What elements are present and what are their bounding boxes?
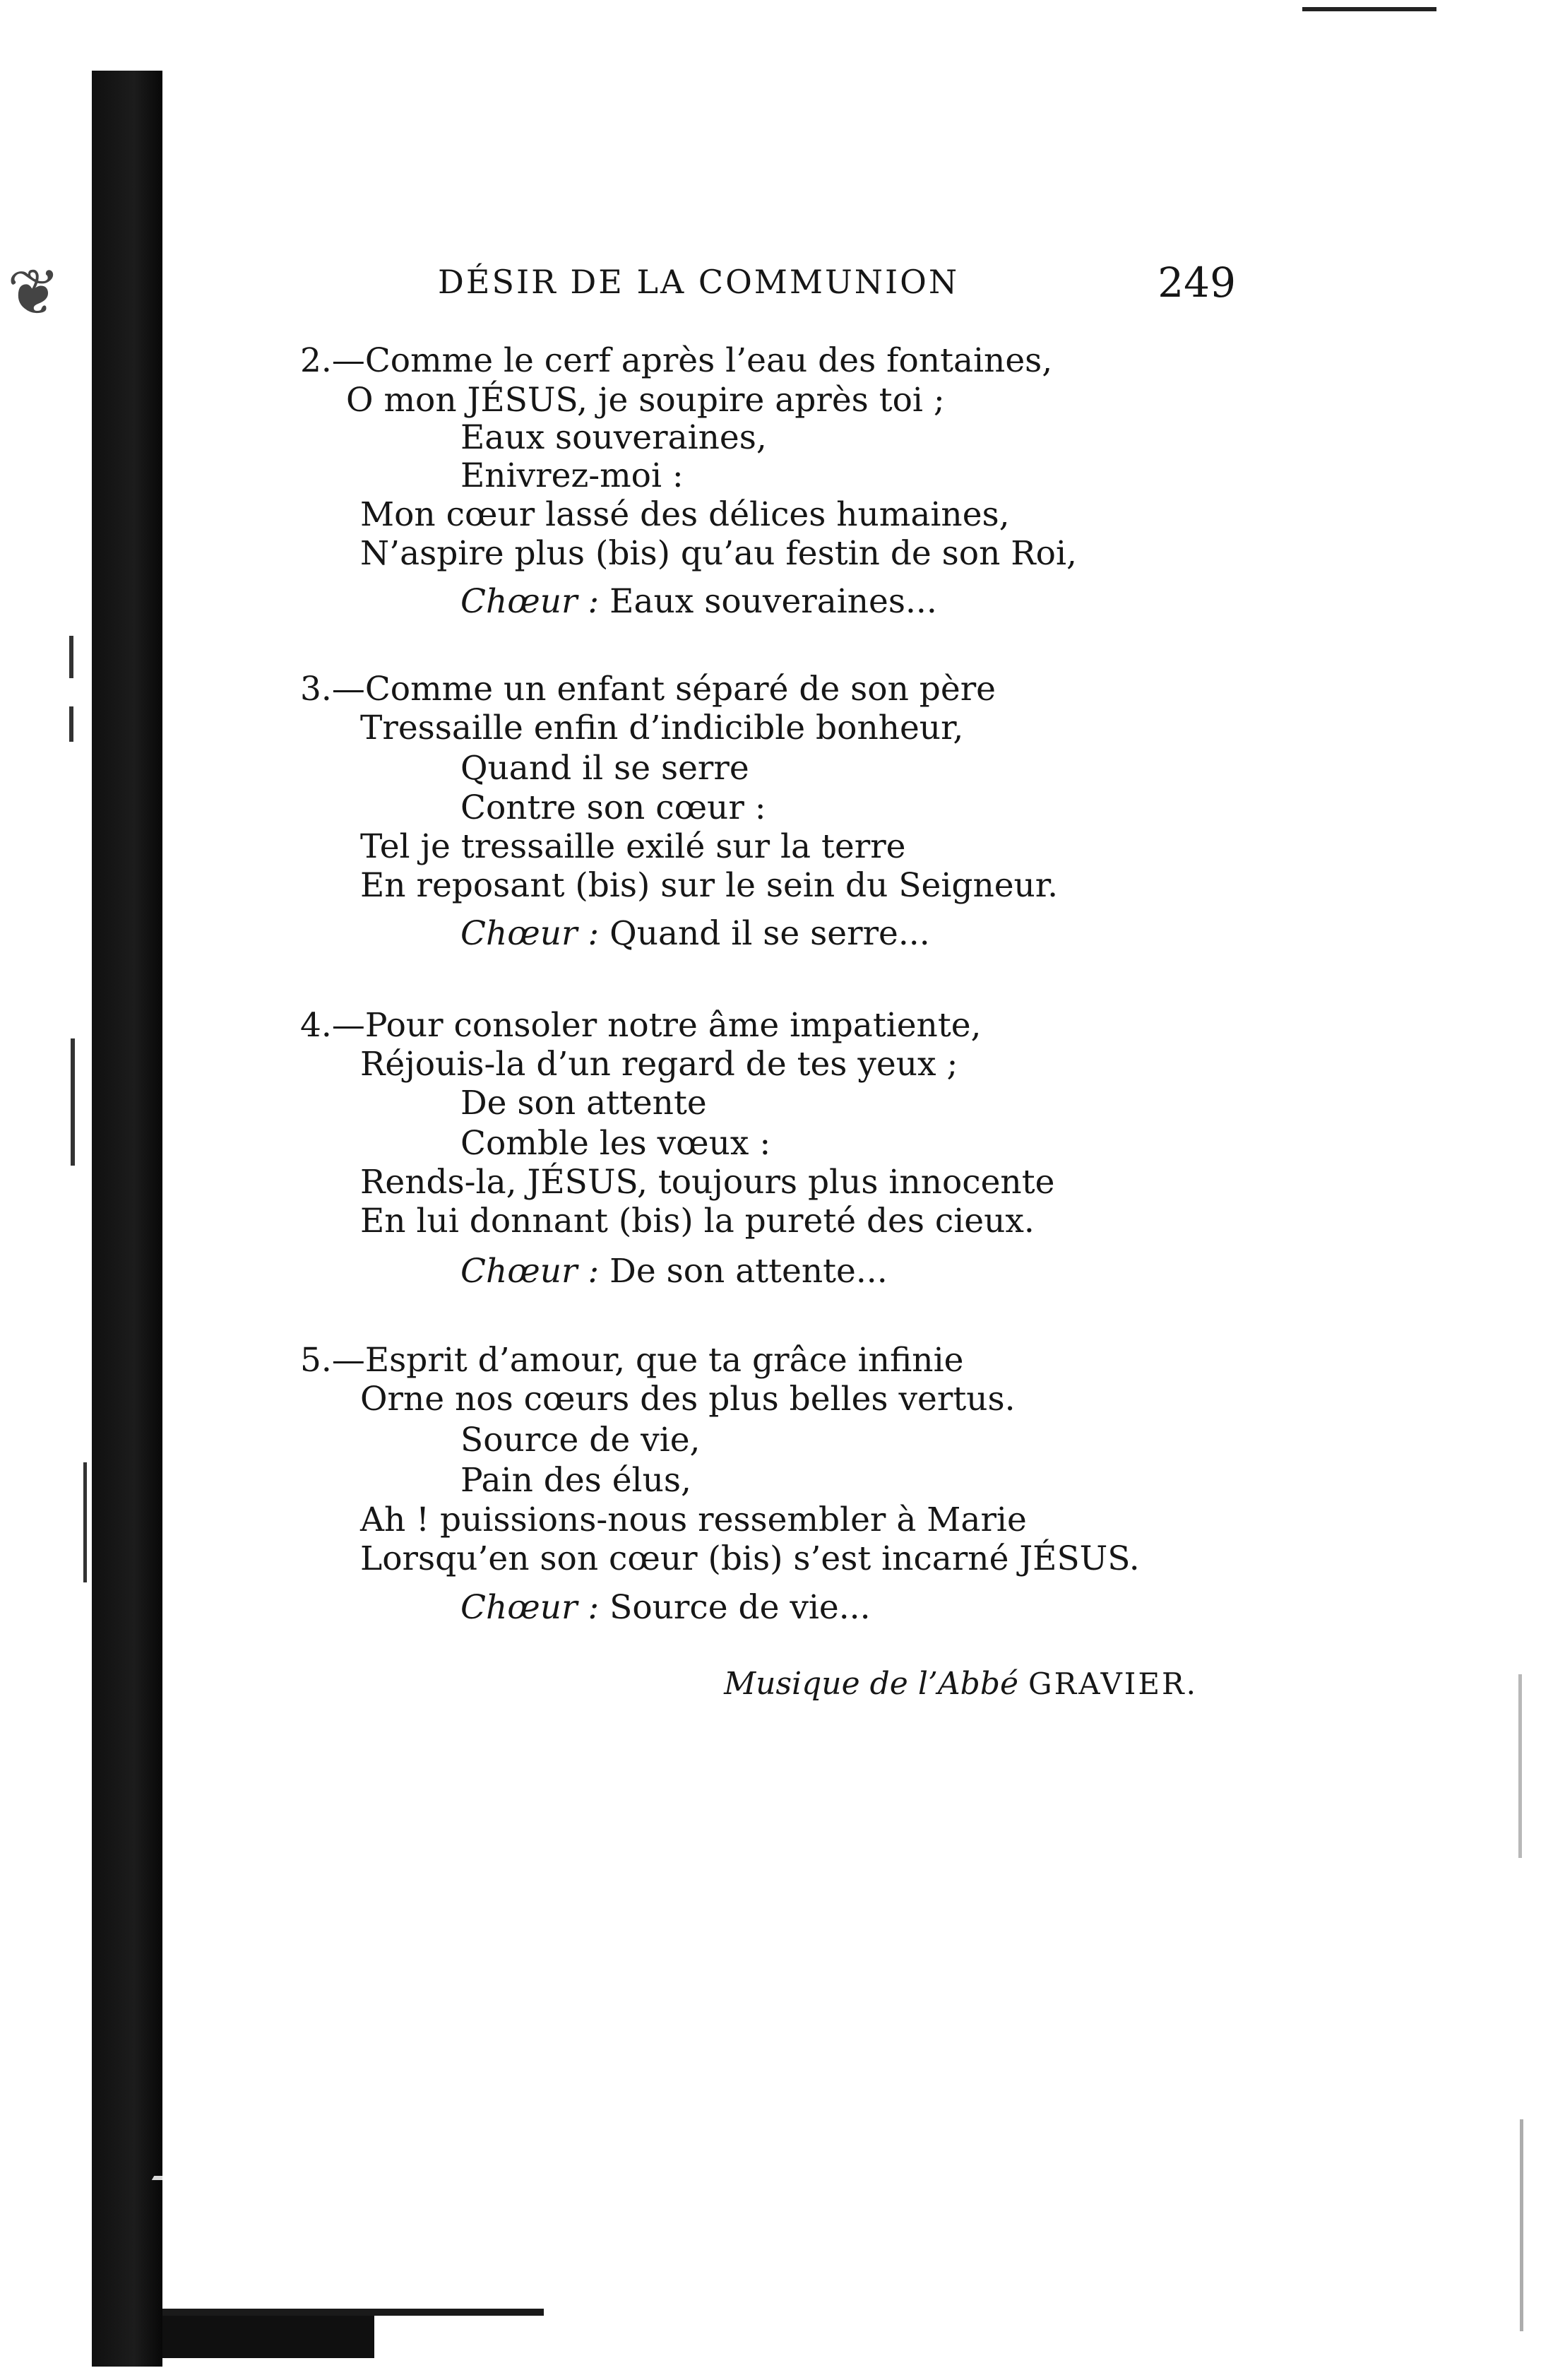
verse-line: Source de vie, [460, 1421, 701, 1460]
margin-ink-mark [69, 636, 73, 678]
chorus-line: Chœur : Quand il se serre... [460, 914, 930, 953]
verse-line: Réjouis-la d’un regard de tes yeux ; [360, 1045, 958, 1084]
verse-line: Pain des élus, [460, 1461, 691, 1500]
composer-signature [724, 1666, 1198, 1702]
margin-ink-mark [83, 1462, 87, 1582]
verse-line: Enivrez-moi : [460, 456, 684, 495]
verse-line: 5.—Esprit d’amour, que ta grâce infinie [300, 1341, 964, 1380]
verse-line: 2.—Comme le cerf après l’eau des fontaines, [300, 341, 1053, 380]
chorus-label: Chœur : [460, 1588, 600, 1627]
verse-line: Orne nos cœurs des plus belles vertus. [360, 1380, 1016, 1419]
verse-line: Contre son cœur : [460, 788, 766, 827]
verse-line: En reposant (bis) sur le sein du Seigneur. [360, 866, 1059, 905]
page-header [438, 259, 1236, 312]
page-number: 249 [1158, 259, 1236, 307]
verse-line: Lorsqu’en son cœur (bis) s’est incarné JÉSUS. [360, 1539, 1140, 1578]
verse-line: Tressaille enfin d’indicible bonheur, [360, 709, 964, 747]
chorus-label: Chœur : [460, 582, 600, 621]
verse-line: Comble les vœux : [460, 1124, 771, 1163]
chorus-line: Chœur : De son attente... [460, 1252, 888, 1291]
spine-foot-rule [162, 2309, 544, 2316]
margin-ink-mark [1518, 1674, 1522, 1858]
chorus-line: Chœur : Eaux souveraines... [460, 582, 937, 621]
verse-line: 3.—Comme un enfant séparé de son père [300, 670, 996, 709]
chorus-line: Chœur : Source de vie... [460, 1588, 871, 1627]
verse-line: O mon JÉSUS, je soupire après toi ; [346, 381, 945, 420]
composer-name: GRAVIER. [1028, 1666, 1198, 1701]
margin-ornament-icon: ❦ [7, 256, 61, 330]
margin-ink-mark [69, 706, 73, 742]
stanza-number: 3. [300, 670, 332, 709]
verse-line: De son attente [460, 1084, 707, 1123]
signature-prefix: Musique de l’Abbé [724, 1666, 1019, 1702]
verse-line: Ah ! puissions-nous ressembler à Marie [360, 1500, 1027, 1539]
chorus-label: Chœur : [460, 914, 600, 953]
verse-line: En lui donnant (bis) la pureté des cieux. [360, 1202, 1035, 1241]
spine-foot-block [162, 2316, 374, 2358]
stanza-number: 4. [300, 1006, 332, 1045]
stanza-number: 5. [300, 1341, 332, 1380]
margin-ink-mark [1520, 2119, 1523, 2331]
margin-ink-mark [71, 1038, 75, 1166]
verse-line: 4.—Pour consoler notre âme impatiente, [300, 1006, 982, 1045]
verse-line: Quand il se serre [460, 749, 749, 788]
verse-line: Mon cœur lassé des délices humaines, [360, 495, 1010, 534]
top-rule [1302, 7, 1436, 11]
stanza-number: 2. [300, 341, 332, 380]
running-title: DÉSIR DE LA COMMUNION [438, 263, 960, 301]
verse-line: Rends-la, JÉSUS, toujours plus innocente [360, 1163, 1055, 1202]
verse-line: N’aspire plus (bis) qu’au festin de son Roi, [360, 534, 1077, 573]
chorus-label: Chœur : [460, 1252, 600, 1291]
book-spine-shadow [92, 71, 162, 2367]
verse-line: Eaux souveraines, [460, 418, 767, 457]
verse-line: Tel je tressaille exilé sur la terre [360, 827, 906, 866]
